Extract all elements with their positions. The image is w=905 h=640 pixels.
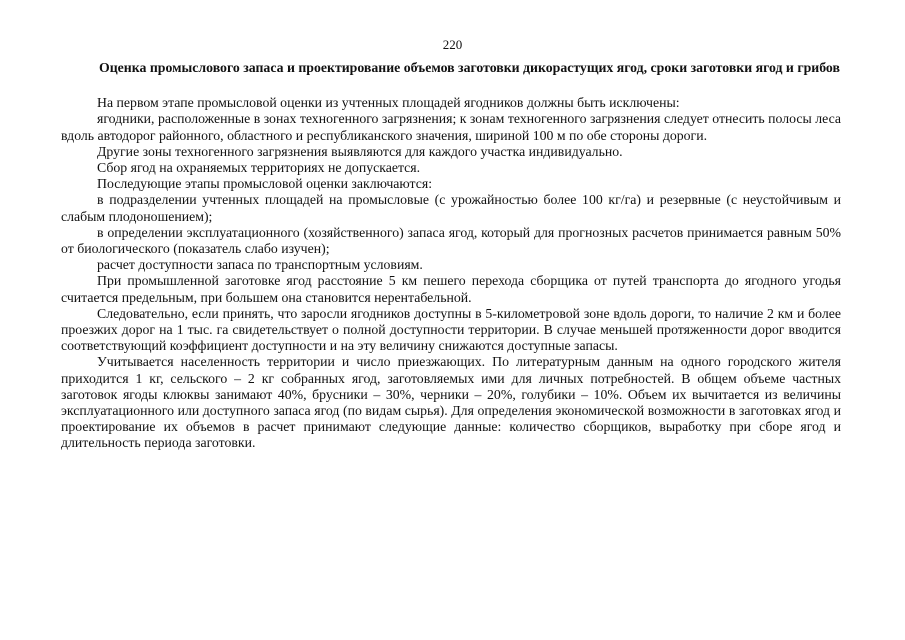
paragraph-10: Следовательно, если принять, что заросли ягодников доступны в 5-километровой зоне вдоль дороги, то наличие 2 км и более проезжих дорог на 1 тыс. га свидетельствует о полной доступности территории. В случае меньшей протяженности дорог вводится соответствующий коэффициент доступности и на эту величину снижаются доступные запасы. xyxy=(61,305,841,354)
paragraph-6: в подразделении учтенных площадей на промысловые (с урожайностью более 100 кг/га) и резервные (с неустойчивым и слабым плодоношением); xyxy=(61,192,841,224)
paragraph-3: Другие зоны техногенного загрязнения выявляются для каждого участка индивидуально. xyxy=(97,143,623,159)
paragraph-9: При промышленной заготовке ягод расстояние 5 км пешего перехода сборщика от путей транспорта до ягодного угодья считается предельным, при большем она становится нерентабельной. xyxy=(61,273,841,305)
paragraph-8: расчет доступности запаса по транспортным условиям. xyxy=(97,257,423,273)
paragraph-5: Последующие этапы промысловой оценки заключаются: xyxy=(97,176,433,192)
paragraph-11: Учитывается населенность территории и число приезжающих. По литературным данным на одного городского жителя приходится 1 кг, сельского – 2 кг собранных ягод, заготовляемых ими для личных потребностей. В общем объеме частных заготовок ягоды клюквы занимают 40%, брусники – 30%, черники – 20%, голубики – 10%. Объем их вычитается из величины эксплуатационного или доступного запаса ягод (по видам сырья). Для определения экономической возможности в заготовках ягод и проектирование их объемов в расчет принимают следующие данные: количество сборщиков, выработку при сборе ягод и длительность периода заготовки. xyxy=(61,354,841,451)
paragraph-1: На первом этапе промысловой оценки из учтенных площадей ягодников должны быть исключены: xyxy=(97,95,680,111)
document-body xyxy=(61,60,841,452)
paragraph-7: в определении эксплуатационного (хозяйственного) запаса ягод, который для прогнозных расчетов принимается равным 50% от биологического (показатель слабо изучен); xyxy=(61,224,841,257)
paragraph-4: Сбор ягод на охраняемых территориях не допускается. xyxy=(97,160,421,176)
section-title: Оценка промыслового запаса и проектирование объемов заготовки дикорастущих ягод, сроки заготовки ягод и грибов xyxy=(99,60,840,75)
page-number: 220 xyxy=(442,37,463,52)
paragraph-2: ягодники, расположенные в зонах техногенного загрязнения; к зонам техногенного загрязнения следует отнесить полосы леса вдоль автодорог районного, областного и республиканского значения, шириной 100 м по обе стороны дороги. xyxy=(61,111,841,143)
